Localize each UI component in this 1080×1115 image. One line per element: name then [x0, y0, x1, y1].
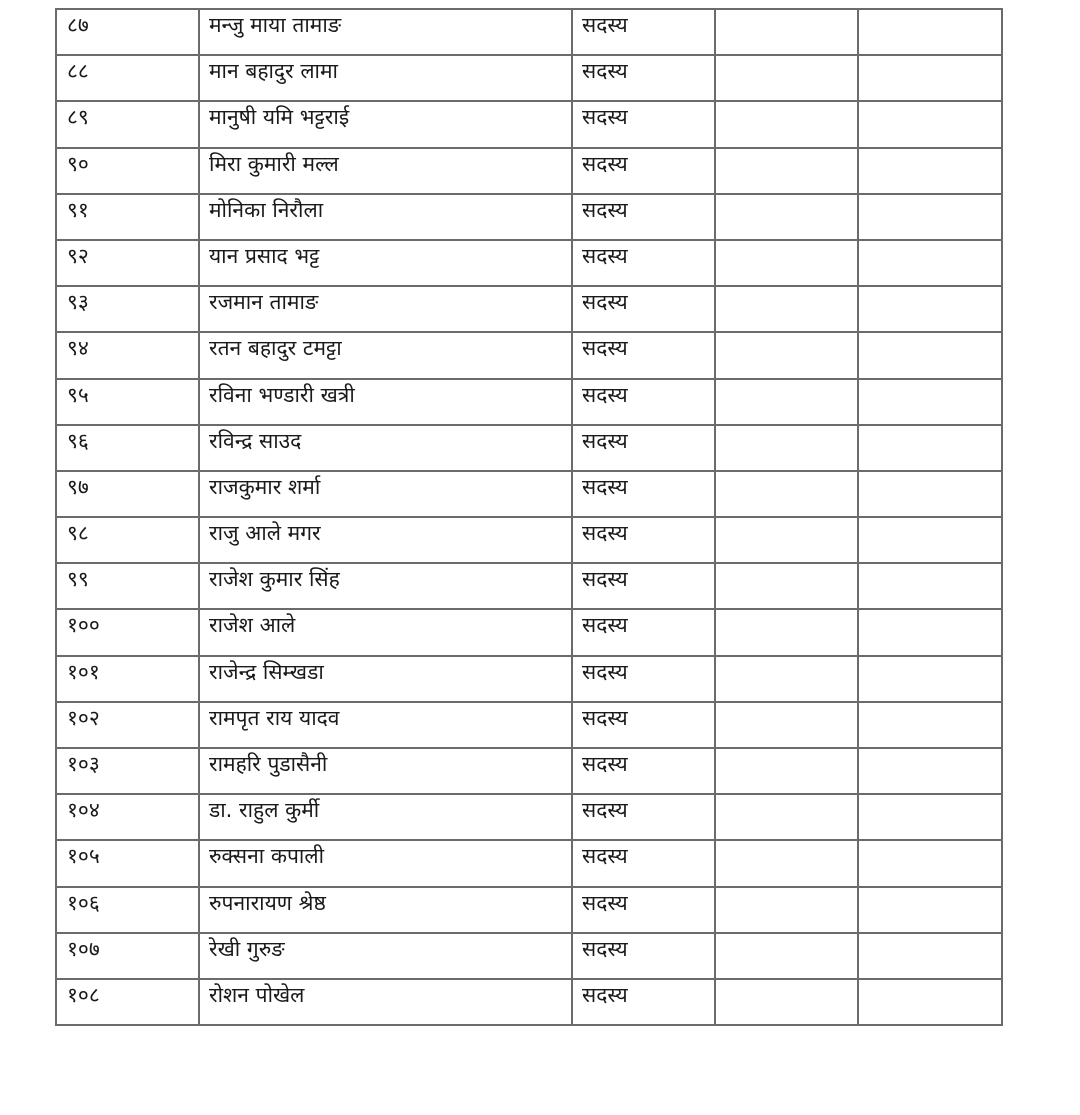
serial-number-cell: १०० [56, 609, 199, 655]
table-row [56, 379, 1002, 425]
empty-cell [715, 332, 858, 378]
table-row [56, 702, 1002, 748]
serial-number-cell: १०२ [56, 702, 199, 748]
table-row [56, 887, 1002, 933]
empty-cell [858, 979, 1002, 1025]
empty-cell [858, 148, 1002, 194]
member-name-cell: रजमान तामाङ [199, 286, 572, 332]
empty-cell [715, 101, 858, 147]
empty-cell [858, 379, 1002, 425]
empty-cell [715, 9, 858, 55]
member-role-cell: सदस्य [572, 840, 715, 886]
table-row [56, 332, 1002, 378]
table-row [56, 933, 1002, 979]
member-name-cell: रेखी गुरुङ [199, 933, 572, 979]
serial-number-cell: ९८ [56, 517, 199, 563]
table-row [56, 9, 1002, 55]
member-name-cell: रामहरि पुडासैनी [199, 748, 572, 794]
empty-cell [858, 656, 1002, 702]
empty-cell [858, 933, 1002, 979]
member-role-cell: सदस्य [572, 9, 715, 55]
table-row [56, 101, 1002, 147]
member-name-cell: रतन बहादुर टमट्टा [199, 332, 572, 378]
member-name-cell: यान प्रसाद भट्ट [199, 240, 572, 286]
serial-number-cell: ९५ [56, 379, 199, 425]
member-role-cell: सदस्य [572, 148, 715, 194]
member-role-cell: सदस्य [572, 425, 715, 471]
table-row [56, 240, 1002, 286]
member-name-cell: मानुषी यमि भट्टराई [199, 101, 572, 147]
serial-number-cell: ८८ [56, 55, 199, 101]
member-name-cell: रुक्सना कपाली [199, 840, 572, 886]
member-role-cell: सदस्य [572, 933, 715, 979]
member-name-cell: रोशन पोखेल [199, 979, 572, 1025]
serial-number-cell: १०४ [56, 794, 199, 840]
serial-number-cell: १०८ [56, 979, 199, 1025]
member-name-cell: रामपृत राय यादव [199, 702, 572, 748]
table-row [56, 840, 1002, 886]
member-name-cell: राजेश आले [199, 609, 572, 655]
empty-cell [715, 471, 858, 517]
member-name-cell: रविन्द्र साउद [199, 425, 572, 471]
member-role-cell: सदस्य [572, 101, 715, 147]
member-role-cell: सदस्य [572, 609, 715, 655]
empty-cell [715, 979, 858, 1025]
empty-cell [715, 194, 858, 240]
member-role-cell: सदस्य [572, 748, 715, 794]
member-role-cell: सदस्य [572, 517, 715, 563]
serial-number-cell: ८७ [56, 9, 199, 55]
serial-number-cell: ९४ [56, 332, 199, 378]
serial-number-cell: ९३ [56, 286, 199, 332]
empty-cell [715, 55, 858, 101]
serial-number-cell: ९१ [56, 194, 199, 240]
serial-number-cell: ९७ [56, 471, 199, 517]
empty-cell [858, 563, 1002, 609]
empty-cell [715, 933, 858, 979]
empty-cell [858, 702, 1002, 748]
table-row [56, 563, 1002, 609]
member-role-cell: सदस्य [572, 471, 715, 517]
empty-cell [858, 9, 1002, 55]
empty-cell [858, 794, 1002, 840]
serial-number-cell: ९६ [56, 425, 199, 471]
serial-number-cell: १०१ [56, 656, 199, 702]
serial-number-cell: १०५ [56, 840, 199, 886]
empty-cell [715, 517, 858, 563]
table-row [56, 517, 1002, 563]
member-role-cell: सदस्य [572, 702, 715, 748]
table-row [56, 148, 1002, 194]
serial-number-cell: ९२ [56, 240, 199, 286]
empty-cell [858, 240, 1002, 286]
empty-cell [858, 748, 1002, 794]
table-row [56, 286, 1002, 332]
member-name-cell: राजेन्द्र सिम्खडा [199, 656, 572, 702]
serial-number-cell: ९० [56, 148, 199, 194]
empty-cell [858, 840, 1002, 886]
member-role-cell: सदस्य [572, 563, 715, 609]
table-row [56, 748, 1002, 794]
member-table [55, 8, 1003, 1026]
member-name-cell: राजेश कुमार सिंह [199, 563, 572, 609]
empty-cell [858, 194, 1002, 240]
empty-cell [858, 471, 1002, 517]
empty-cell [715, 425, 858, 471]
table-row [56, 979, 1002, 1025]
table-row [56, 425, 1002, 471]
member-name-cell: रविना भण्डारी खत्री [199, 379, 572, 425]
member-name-cell: डा. राहुल कुर्मी [199, 794, 572, 840]
empty-cell [715, 656, 858, 702]
empty-cell [858, 887, 1002, 933]
member-name-cell: मोनिका निरौला [199, 194, 572, 240]
table-row [56, 471, 1002, 517]
table-row [56, 794, 1002, 840]
empty-cell [715, 563, 858, 609]
member-role-cell: सदस्य [572, 979, 715, 1025]
empty-cell [715, 286, 858, 332]
empty-cell [858, 425, 1002, 471]
empty-cell [858, 517, 1002, 563]
table-row [56, 656, 1002, 702]
member-name-cell: राजु आले मगर [199, 517, 572, 563]
empty-cell [715, 794, 858, 840]
serial-number-cell: ९९ [56, 563, 199, 609]
empty-cell [858, 332, 1002, 378]
member-role-cell: सदस्य [572, 332, 715, 378]
table-row [56, 55, 1002, 101]
empty-cell [858, 286, 1002, 332]
empty-cell [715, 887, 858, 933]
empty-cell [858, 609, 1002, 655]
empty-cell [715, 840, 858, 886]
member-role-cell: सदस्य [572, 887, 715, 933]
empty-cell [858, 55, 1002, 101]
member-role-cell: सदस्य [572, 55, 715, 101]
empty-cell [715, 748, 858, 794]
member-name-cell: राजकुमार शर्मा [199, 471, 572, 517]
member-name-cell: रुपनारायण श्रेष्ठ [199, 887, 572, 933]
serial-number-cell: १०३ [56, 748, 199, 794]
empty-cell [715, 379, 858, 425]
member-name-cell: मान बहादुर लामा [199, 55, 572, 101]
member-role-cell: सदस्य [572, 240, 715, 286]
serial-number-cell: १०६ [56, 887, 199, 933]
member-role-cell: सदस्य [572, 194, 715, 240]
empty-cell [715, 702, 858, 748]
empty-cell [715, 148, 858, 194]
serial-number-cell: १०७ [56, 933, 199, 979]
member-table-body [56, 9, 1002, 1025]
serial-number-cell: ८९ [56, 101, 199, 147]
member-name-cell: मन्जु माया तामाङ [199, 9, 572, 55]
member-role-cell: सदस्य [572, 286, 715, 332]
member-role-cell: सदस्य [572, 656, 715, 702]
empty-cell [715, 609, 858, 655]
member-name-cell: मिरा कुमारी मल्ल [199, 148, 572, 194]
table-row [56, 194, 1002, 240]
empty-cell [715, 240, 858, 286]
table-row [56, 609, 1002, 655]
empty-cell [858, 101, 1002, 147]
member-role-cell: सदस्य [572, 379, 715, 425]
member-role-cell: सदस्य [572, 794, 715, 840]
